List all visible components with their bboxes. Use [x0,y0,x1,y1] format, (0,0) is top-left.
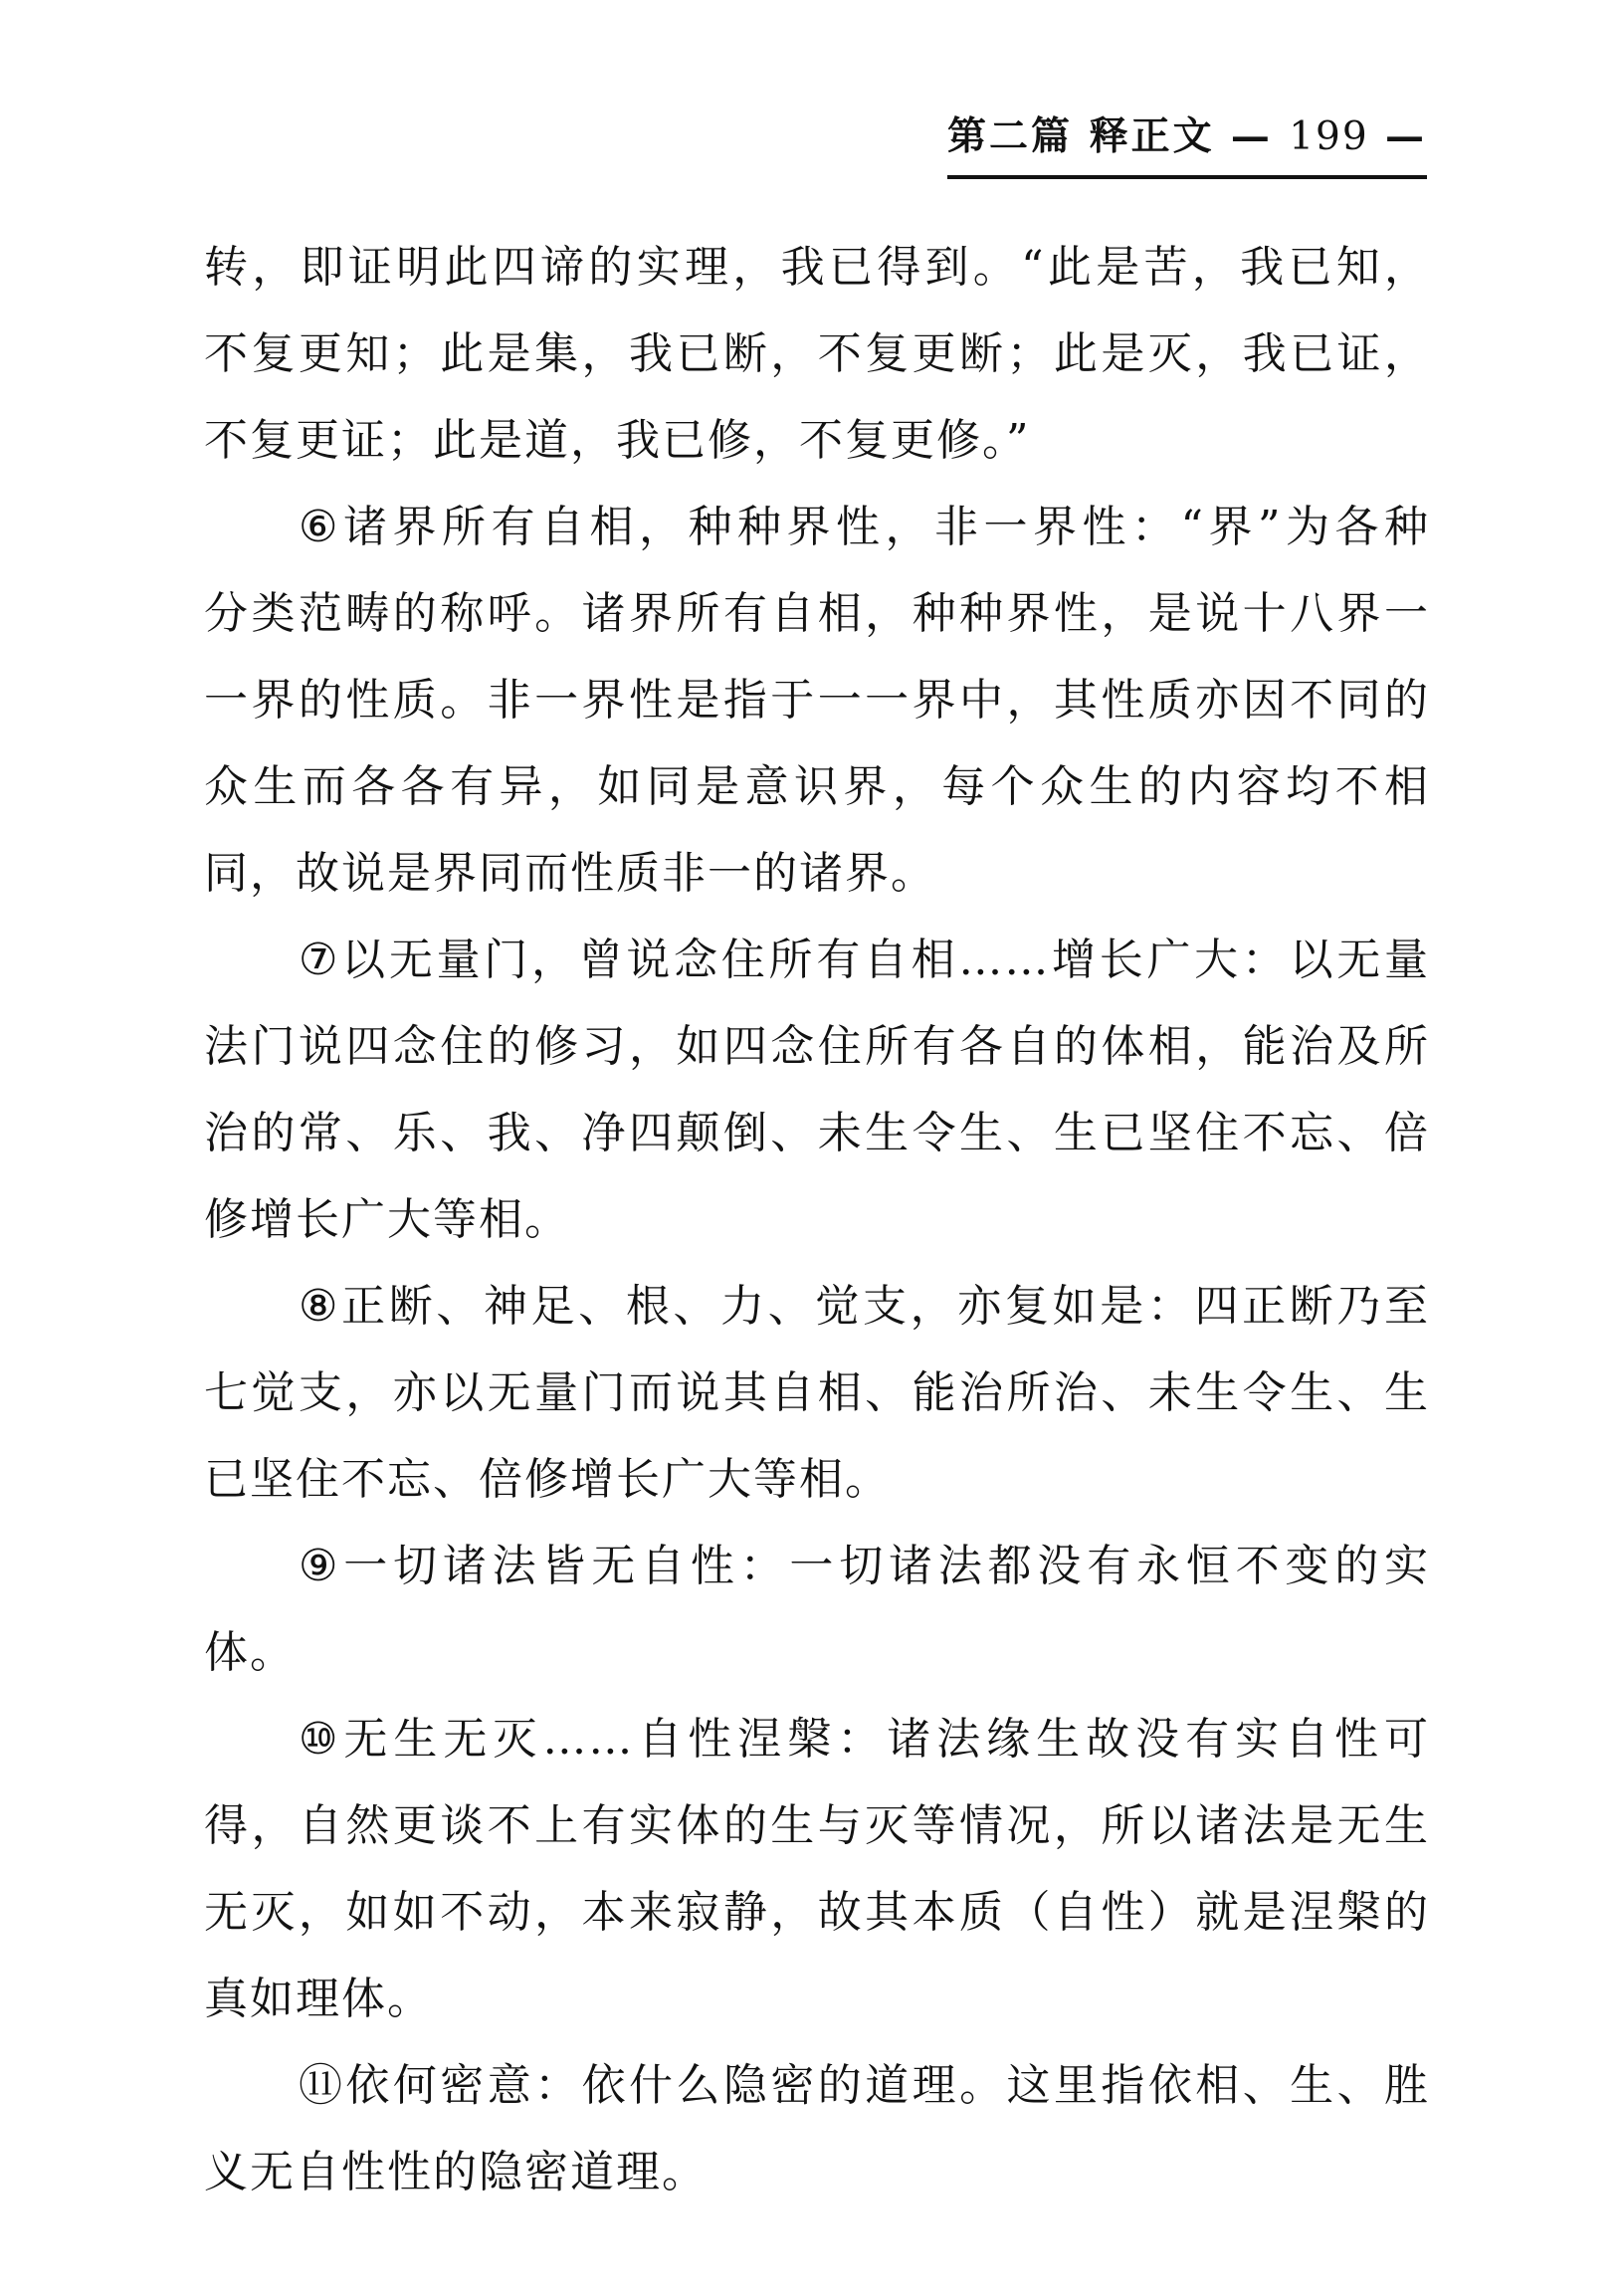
paragraph [204,224,1430,484]
paragraph [204,1523,1430,1696]
text-line: 体。 [204,1627,296,1678]
text-line: 不复更知；此是集，我已断，不复更断；此是灭，我已证， [204,328,1430,379]
text-line: 得，自然更谈不上有实体的生与灭等情况，所以诸法是无生 [204,1800,1430,1851]
paragraph [204,484,1430,917]
page-number: 199 [1289,114,1369,159]
text-line: ⑨一切诸法皆无自性：一切诸法都没有永恒不变的实 [299,1541,1430,1591]
text-line: ⑩无生无灭……自性涅槃：诸法缘生故没有实自性可 [299,1714,1430,1765]
text-line: 众生而各各有异，如同是意识界，每个众生的内容均不相 [204,761,1430,812]
text-line: 真如理体。 [204,1974,433,2024]
text-line: 治的常、乐、我、净四颠倒、未生令生、生已坚住不忘、倍 [204,1108,1430,1158]
section-title: 第二篇 释正文 [947,113,1215,159]
paragraph [204,2042,1430,2215]
text-line: 义无自性性的隐密道理。 [204,2147,708,2197]
text-line: ⑥诸界所有自相，种种界性，非一界性：“界”为各种 [299,502,1430,552]
running-header [947,105,1427,179]
text-line: ⑪依何密意：依什么隐密的道理。这里指依相、生、胜 [299,2060,1430,2111]
text-line: 一界的性质。非一界性是指于一一界中，其性质亦因不同的 [204,675,1430,726]
body-text [204,224,1430,2215]
text-line: 法门说四念住的修习，如四念住所有各自的体相，能治及所 [204,1021,1430,1072]
header-dash-right: — [1384,113,1427,159]
text-line: 转，即证明此四谛的实理，我已得到。“此是苦，我已知， [204,242,1430,293]
paragraph [204,1263,1430,1523]
text-line: 七觉支，亦以无量门而说其自相、能治所治、未生令生、生 [204,1367,1430,1418]
text-line: 修增长广大等相。 [204,1194,570,1245]
header-dash-left: — [1230,113,1273,159]
text-line: ⑧正断、神足、根、力、觉支，亦复如是：四正断乃至 [299,1281,1430,1332]
text-line: 同，故说是界同而性质非一的诸界。 [204,848,936,899]
text-line: ⑦以无量门，曾说念住所有自相……增长广大：以无量 [299,935,1430,985]
text-line: 不复更证；此是道，我已修，不复更修。” [204,415,1031,466]
paragraph [204,1696,1430,2042]
text-line: 无灭，如如不动，本来寂静，故其本质（自性）就是涅槃的 [204,1887,1430,1938]
text-line: 分类范畴的称呼。诸界所有自相，种种界性，是说十八界一 [204,588,1430,639]
paragraph [204,917,1430,1263]
text-line: 已坚住不忘、倍修增长广大等相。 [204,1454,891,1505]
